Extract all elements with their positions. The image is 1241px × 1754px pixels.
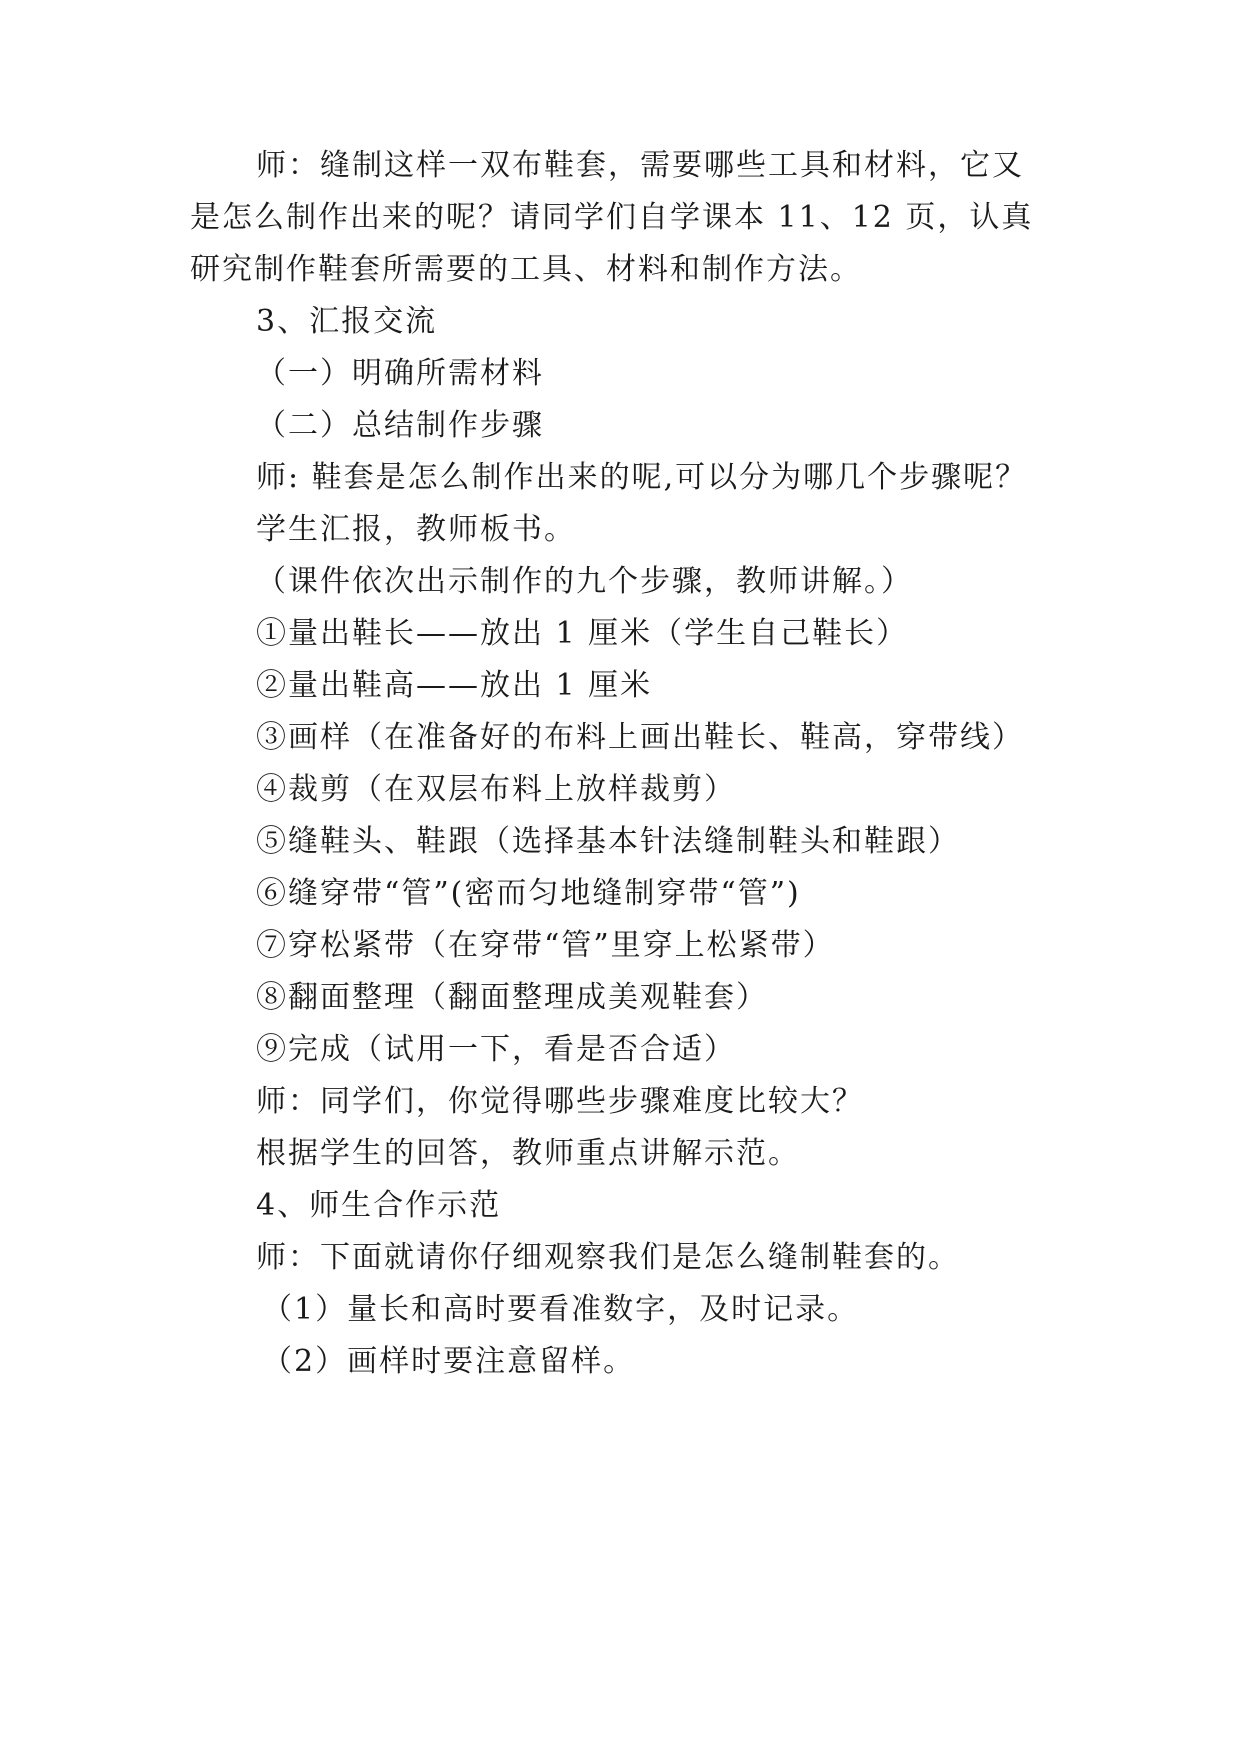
section-4-heading: 4、师生合作示范 [256, 1188, 502, 1223]
step-item: ②量出鞋高——放出 1 厘米 [256, 668, 653, 703]
student-report: 学生汇报，教师板书。 [256, 512, 576, 547]
step-item: ⑧翻面整理（翻面整理成美观鞋套） [256, 980, 768, 1015]
step-item: ⑤缝鞋头、鞋跟（选择基本针法缝制鞋头和鞋跟） [256, 824, 960, 859]
step-item: ④裁剪（在双层布料上放样裁剪） [256, 772, 736, 807]
teacher-question-1: 师: 鞋套是怎么制作出来的呢,可以分为哪几个步骤呢？ [256, 460, 1028, 495]
courseware-note: （课件依次出示制作的九个步骤，教师讲解。） [256, 564, 913, 599]
step-item: ③画样（在准备好的布料上画出鞋长、鞋高，穿带线） [256, 720, 1024, 755]
step-item: ⑨完成（试用一下，看是否合适） [256, 1032, 736, 1067]
teacher-intro-4: 师：下面就请你仔细观察我们是怎么缝制鞋套的。 [256, 1240, 960, 1275]
teacher-question-2: 师：同学们，你觉得哪些步骤难度比较大？ [256, 1084, 864, 1119]
step-item: ①量出鞋长——放出 1 厘米（学生自己鞋长） [256, 616, 909, 651]
intro-line-2: 是怎么制作出来的呢？请同学们自学课本 11、12 页，认真 [190, 200, 1034, 235]
tip-item: （2）画样时要注意留样。 [262, 1344, 636, 1379]
intro-line-3: 研究制作鞋套所需要的工具、材料和制作方法。 [190, 252, 862, 287]
teacher-response: 根据学生的回答，教师重点讲解示范。 [256, 1136, 800, 1171]
step-item: ⑦穿松紧带（在穿带“管”里穿上松紧带） [256, 928, 835, 963]
subsection-2: （二）总结制作步骤 [256, 408, 544, 443]
section-3-heading: 3、汇报交流 [256, 304, 438, 339]
step-item: ⑥缝穿带“管”(密而匀地缝制穿带“管”) [256, 876, 801, 911]
intro-line-1: 师：缝制这样一双布鞋套，需要哪些工具和材料，它又 [256, 148, 1024, 183]
tip-item: （1）量长和高时要看准数字，及时记录。 [262, 1292, 860, 1327]
subsection-1: （一）明确所需材料 [256, 356, 544, 391]
